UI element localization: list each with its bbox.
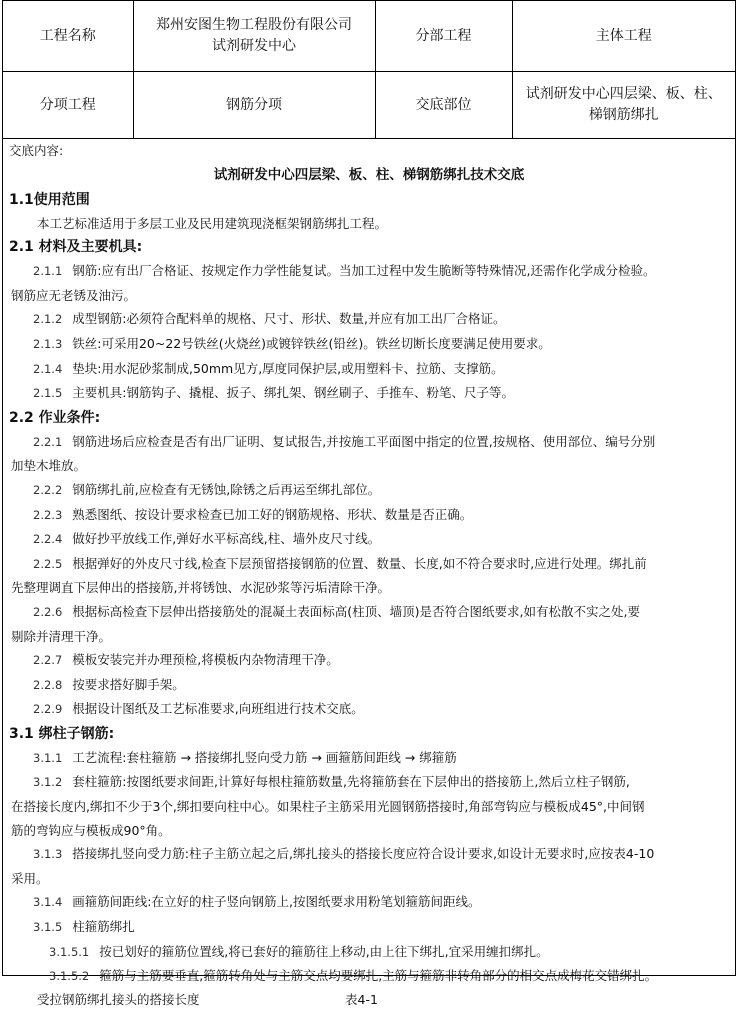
clause-2-1-4 xyxy=(9,357,729,382)
clause-text: 按要求搭好脚手架。 xyxy=(72,676,185,692)
paragraph-line xyxy=(9,625,729,649)
clause-2-2-1 xyxy=(9,430,729,455)
clause-number: 3.1.1 xyxy=(33,750,63,765)
clause-2-1-3 xyxy=(9,332,729,357)
clause-number: 2.2.2 xyxy=(33,482,63,497)
section-heading: 2.1 材料及主要机具: xyxy=(9,239,143,256)
clause-2-2-5 xyxy=(9,552,729,577)
paragraph-line xyxy=(9,212,729,236)
clause-text: 加垫木堆放。 xyxy=(11,458,87,474)
clause-number: 3.1.5.1 xyxy=(49,944,90,959)
location xyxy=(512,72,735,139)
clause-3-1-5-1 xyxy=(9,940,729,965)
clause-number: 2.2.3 xyxy=(33,507,63,522)
label-sub-project: 分部工程 xyxy=(375,1,512,72)
label-project-name: 工程名称 xyxy=(3,1,133,72)
clause-text: 垫块:用水泥砂浆制成,50mm见方,厚度同保护层,或用塑料卡、拉筋、支撑筋。 xyxy=(72,360,504,376)
clause-2-2-7 xyxy=(9,648,729,673)
paragraph-line xyxy=(9,819,729,843)
clause-number: 2.2.4 xyxy=(33,532,63,547)
clause-number: 3.1.3 xyxy=(33,847,63,862)
header-row-2 xyxy=(3,72,735,139)
clause-text: 柱箍筋绑扎 xyxy=(72,919,135,935)
clause-text: 在搭接长度内,绑扣不少于3个,绑扣要向柱中心。如果柱子主筋采用光圆钢筋搭接时,角部弯钩应与模板成45°,中间钢 xyxy=(11,799,645,815)
clause-text: 采用。 xyxy=(11,870,49,886)
clause-number: 2.1.3 xyxy=(33,336,63,351)
clause-text: 做好抄平放线工作,弹好水平标高线,柱、墙外皮尺寸线。 xyxy=(72,531,381,547)
clause-text: 钢筋绑扎前,应检查有无锈蚀,除锈之后再运至绑扎部位。 xyxy=(72,481,381,497)
table-caption xyxy=(9,989,729,1011)
clause-text: 根据设计图纸及工艺标准要求,向班组进行技术交底。 xyxy=(72,701,364,717)
clause-text: 成型钢筋:必须符合配料单的规格、尺寸、形状、数量,并应有加工出厂合格证。 xyxy=(72,311,506,327)
clause-text: 搭接绑扎竖向受力筋:柱子主筋立起之后,绑扎接头的搭接长度应符合设计要求,如设计无要求时,应按表4-10 xyxy=(72,846,655,862)
clause-2-1-1 xyxy=(9,259,729,284)
content-label: 交底内容: xyxy=(9,143,64,158)
clause-text: 根据弹好的外皮尺寸线,检查下层预留搭接钢筋的位置、数量、长度,如不符合要求时,应进行处理。绑扎前 xyxy=(72,555,647,571)
clause-number: 2.2.1 xyxy=(33,434,63,449)
section-heading: 1.1使用范围 xyxy=(9,191,90,208)
document-title: 试剂研发中心四层梁、板、柱、梯钢筋绑扎技术交底 xyxy=(213,166,525,183)
clause-3-1-5 xyxy=(9,915,729,940)
label-location: 交底部位 xyxy=(375,72,512,139)
clause-text: 模板安装完并办理预检,将模板内杂物清理干净。 xyxy=(72,652,339,668)
clause-2-2-4 xyxy=(9,527,729,552)
project-name xyxy=(133,1,375,72)
disclosure-content xyxy=(3,139,735,1011)
clause-text: 钢筋:应有出厂合格证、按规定作力学性能复试。当加工过程中发生脆断等特殊情况,还需作化学成分检验。 xyxy=(72,263,656,279)
location-text: 试剂研发中心四层梁、板、柱、 梯钢筋绑扎 xyxy=(525,86,722,123)
section-heading: 3.1 绑柱子钢筋: xyxy=(9,725,115,742)
clause-2-2-2 xyxy=(9,478,729,503)
clause-number: 2.2.8 xyxy=(33,677,63,692)
clause-number: 2.1.4 xyxy=(33,361,63,376)
clause-number: 2.2.9 xyxy=(33,702,63,717)
clause-text: 本工艺标准适用于多层工业及民用建筑现浇框架钢筋绑扎工程。 xyxy=(37,215,388,231)
project-name-text: 郑州安图生物工程股份有限公司 试剂研发中心 xyxy=(156,17,352,54)
clause-text: 箍筋与主筋要垂直,箍筋转角处与主筋交点均要绑扎,主筋与箍筋非转角部分的相交点成梅花交错绑扎。 xyxy=(99,968,658,984)
table-caption-text: 受拉钢筋绑扎接头的搭接长度 xyxy=(37,991,200,1007)
clause-text: 根据标高检查下层伸出搭接筋处的混凝土表面标高(柱顶、墙顶)是否符合图纸要求,如有松散不实之处,要 xyxy=(72,603,640,619)
header-table xyxy=(3,1,735,139)
clause-2-2-6 xyxy=(9,600,729,625)
content-lines xyxy=(9,188,729,989)
clause-2-2-9 xyxy=(9,697,729,722)
clause-number: 2.2.6 xyxy=(33,604,63,619)
clause-text: 筋的弯钩应与模板成90°角。 xyxy=(11,822,171,838)
table-number: 表4-1 xyxy=(345,991,378,1007)
paragraph-line xyxy=(9,284,729,308)
clause-2-1-2 xyxy=(9,307,729,332)
clause-number: 3.1.4 xyxy=(33,895,63,910)
clause-text: 钢筋进场后应检查是否有出厂证明、复试报告,并按施工平面图中指定的位置,按规格、使用部位、编号分别 xyxy=(72,433,656,449)
clause-number: 2.2.7 xyxy=(33,653,63,668)
clause-text: 画箍筋间距线:在立好的柱子竖向钢筋上,按图纸要求用粉笔划箍筋间距线。 xyxy=(72,894,481,910)
header-row-1 xyxy=(3,1,735,72)
clause-text: 熟悉图纸、按设计要求检查已加工好的钢筋规格、形状、数量是否正确。 xyxy=(72,506,473,522)
clause-3-1-4 xyxy=(9,890,729,915)
paragraph-line xyxy=(9,795,729,819)
clause-2-2-8 xyxy=(9,673,729,698)
sub-project: 主体工程 xyxy=(512,1,735,72)
clause-text: 铁丝:可采用20~22号铁丝(火烧丝)或镀锌铁丝(铅丝)。铁丝切断长度要满足使用要求。 xyxy=(72,335,551,351)
clause-3-1-1 xyxy=(9,746,729,771)
section-heading: 2.2 作业条件: xyxy=(9,409,101,426)
clause-text: 先整理调直下层伸出的搭接筋,并将锈蚀、水泥砂浆等污垢清除干净。 xyxy=(11,580,390,596)
clause-3-1-5-2 xyxy=(9,964,729,989)
clause-text: 钢筋应无老锈及油污。 xyxy=(11,287,137,303)
clause-2-1-5 xyxy=(9,381,729,406)
clause-text: 剔除并清理干净。 xyxy=(11,628,112,644)
paragraph-line xyxy=(9,576,729,600)
clause-number: 3.1.5.2 xyxy=(49,969,90,984)
clause-2-2-3 xyxy=(9,503,729,528)
clause-3-1-3 xyxy=(9,842,729,867)
clause-text: 按已划好的箍筋位置线,将已套好的箍筋往上移动,由上往下绑扎,宜采用缠扣绑扎。 xyxy=(99,943,549,959)
clause-text: 套柱箍筋:按图纸要求间距,计算好每根柱箍筋数量,先将箍筋套在下层伸出的搭接筋上,然后立柱子钢筋, xyxy=(72,774,630,790)
clause-number: 2.1.2 xyxy=(33,312,63,327)
clause-text: 主要机具:钢筋钩子、撬棍、扳子、绑扎架、钢丝刷子、手推车、粉笔、尺子等。 xyxy=(72,385,514,401)
clause-number: 3.1.2 xyxy=(33,775,63,790)
clause-number: 3.1.5 xyxy=(33,920,63,935)
technical-disclosure-sheet xyxy=(2,0,736,1007)
paragraph-line xyxy=(9,454,729,478)
label-item-project: 分项工程 xyxy=(3,72,133,139)
clause-3-1-2 xyxy=(9,770,729,795)
clause-number: 2.2.5 xyxy=(33,556,63,571)
paragraph-line xyxy=(9,867,729,891)
item-project: 钢筋分项 xyxy=(133,72,375,139)
clause-number: 2.1.1 xyxy=(33,264,63,279)
clause-text: 工艺流程:套柱箍筋 → 搭接绑扎竖向受力筋 → 画箍筋间距线 → 绑箍筋 xyxy=(72,749,457,765)
clause-number: 2.1.5 xyxy=(33,386,63,401)
